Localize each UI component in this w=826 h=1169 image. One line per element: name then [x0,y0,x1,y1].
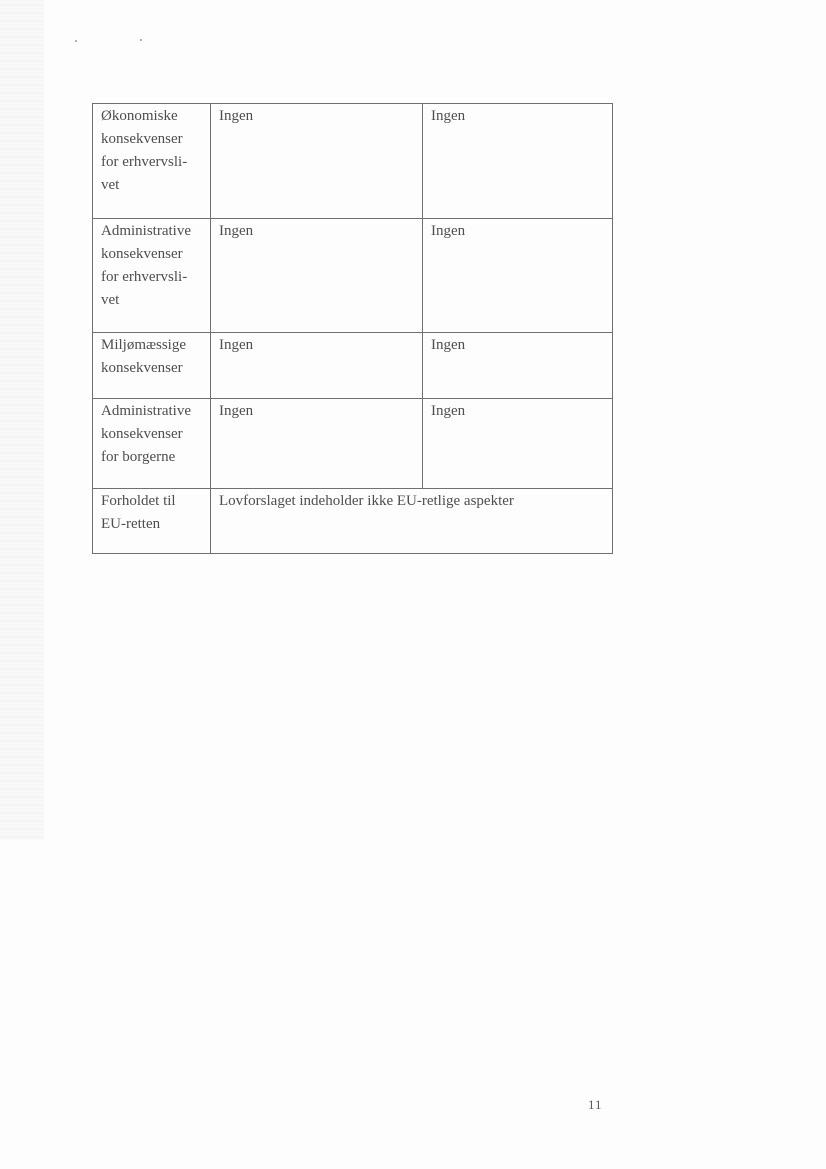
row-label-cell [93,219,211,333]
row-label-line: EU-retten [101,516,161,532]
table-cell: Ingen [423,219,613,333]
table-cell: Ingen [211,104,423,219]
row-label-line: konsekvenser [101,246,183,262]
scan-speck [75,40,77,42]
row-label-cell [93,489,211,554]
table-cell: Ingen [211,219,423,333]
table-cell: Ingen [423,104,613,219]
consequences-table [92,103,613,554]
row-label-line: for borgerne [101,449,176,465]
table-cell: Ingen [211,333,423,399]
row-label-line: for erhvervsli- [101,154,188,170]
row-label-line: vet [101,177,120,193]
table-cell: Ingen [211,399,423,489]
row-label-line: konsekvenser [101,131,183,147]
table-cell: Ingen [423,399,613,489]
row-label-line: konsekvenser [101,426,183,442]
row-label-line: Økonomiske [101,108,178,124]
table-row [93,399,613,489]
table-row [93,104,613,219]
row-label-cell [93,333,211,399]
scan-speck [140,39,142,41]
merged-table-cell: Lovforslaget indeholder ikke EU-retlige aspekter [211,489,613,554]
row-label-cell [93,104,211,219]
page-number: 11 [588,1097,603,1112]
row-label-line: Miljømæssige [101,337,187,353]
row-label-line: konsekvenser [101,360,183,376]
row-label-line: Forholdet til [101,493,176,509]
row-label-line: Administrative [101,403,191,419]
row-label-line: Administrative [101,223,191,239]
row-label-cell [93,399,211,489]
table-row [93,219,613,333]
table-cell: Ingen [423,333,613,399]
scan-edge-noise [0,0,44,840]
row-label-line: for erhvervsli- [101,269,188,285]
table-row [93,333,613,399]
row-label-line: vet [101,292,120,308]
table-row [93,489,613,554]
